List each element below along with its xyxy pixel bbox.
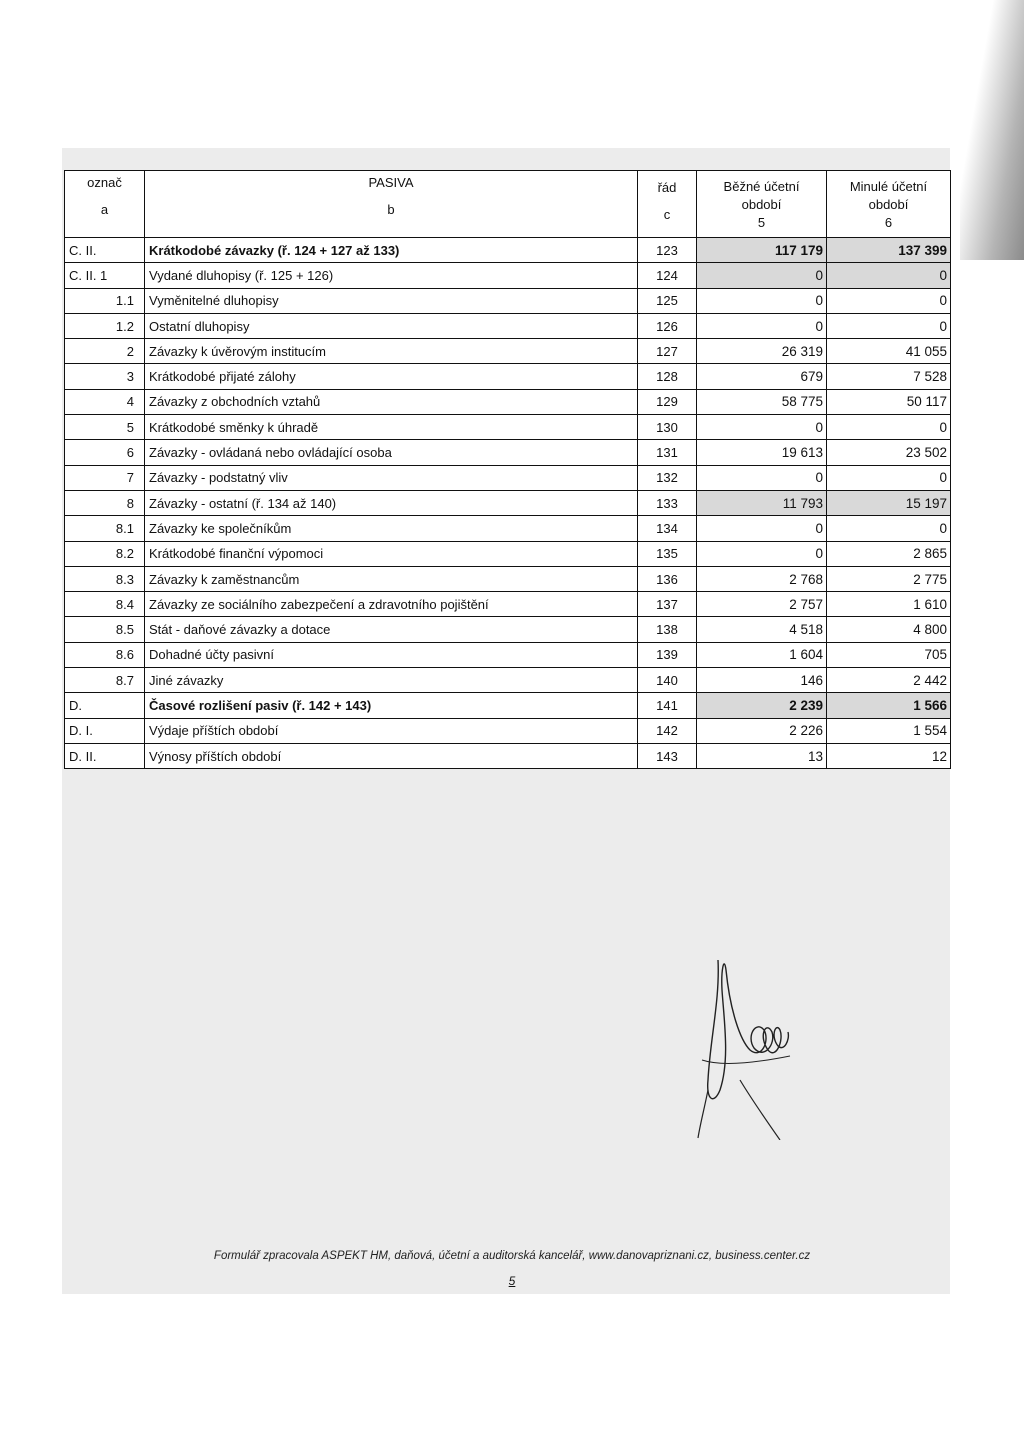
header-bezne-line1: Běžné účetní <box>723 178 800 194</box>
row-minule-value: 0 <box>827 516 951 541</box>
header-oznac <box>65 171 145 238</box>
row-minule-value: 2 775 <box>827 566 951 591</box>
row-oznac: 8.2 <box>65 541 145 566</box>
header-oznac-label: označ <box>87 175 122 190</box>
row-bezne-value: 2 226 <box>697 718 827 743</box>
row-label: Krátkodobé směnky k úhradě <box>145 415 638 440</box>
row-minule-value: 2 442 <box>827 668 951 693</box>
row-rad: 138 <box>638 617 697 642</box>
row-bezne-value: 679 <box>697 364 827 389</box>
row-minule-value: 2 865 <box>827 541 951 566</box>
row-bezne-value: 117 179 <box>697 238 827 263</box>
row-bezne-value: 13 <box>697 743 827 768</box>
row-label: Ostatní dluhopisy <box>145 313 638 338</box>
row-oznac: 1.1 <box>65 288 145 313</box>
row-rad: 130 <box>638 415 697 440</box>
header-oznac-sub: a <box>100 202 109 217</box>
row-label: Vydané dluhopisy (ř. 125 + 126) <box>145 263 638 288</box>
row-oznac: D. II. <box>65 743 145 768</box>
table-row <box>65 313 951 338</box>
row-bezne-value: 58 775 <box>697 389 827 414</box>
row-oznac: 8.6 <box>65 642 145 667</box>
header-minule-sub: 6 <box>884 214 893 230</box>
footer-note: Formulář zpracovala ASPEKT HM, daňová, účetní a auditorská kancelář, www.danovapriznani.cz, business.center.cz <box>213 1250 811 1262</box>
table-header-row <box>65 171 951 238</box>
row-minule-value: 1 566 <box>827 693 951 718</box>
row-minule-value: 0 <box>827 263 951 288</box>
row-oznac: 8.1 <box>65 516 145 541</box>
table-row <box>65 490 951 515</box>
table-row <box>65 617 951 642</box>
header-minule-line1: Minulé účetní <box>849 178 928 194</box>
row-rad: 133 <box>638 490 697 515</box>
table-row <box>65 288 951 313</box>
row-rad: 125 <box>638 288 697 313</box>
row-minule-value: 4 800 <box>827 617 951 642</box>
row-bezne-value: 0 <box>697 541 827 566</box>
table-row <box>65 668 951 693</box>
row-minule-value: 705 <box>827 642 951 667</box>
row-bezne-value: 0 <box>697 263 827 288</box>
row-rad: 142 <box>638 718 697 743</box>
table-row <box>65 364 951 389</box>
row-rad: 123 <box>638 238 697 263</box>
row-oznac: 8.5 <box>65 617 145 642</box>
row-oznac: 4 <box>65 389 145 414</box>
row-bezne-value: 19 613 <box>697 440 827 465</box>
row-rad: 127 <box>638 339 697 364</box>
row-minule-value: 1 610 <box>827 592 951 617</box>
header-pasiva-label: PASIVA <box>368 175 414 190</box>
row-label: Závazky - podstatný vliv <box>145 465 638 490</box>
header-minule <box>827 171 951 238</box>
row-oznac: 8.4 <box>65 592 145 617</box>
row-oznac: 8.7 <box>65 668 145 693</box>
row-label: Stát - daňové závazky a dotace <box>145 617 638 642</box>
row-bezne-value: 0 <box>697 288 827 313</box>
row-bezne-value: 146 <box>697 668 827 693</box>
row-label: Krátkodobé přijaté zálohy <box>145 364 638 389</box>
row-bezne-value: 4 518 <box>697 617 827 642</box>
row-rad: 124 <box>638 263 697 288</box>
table-row <box>65 238 951 263</box>
row-label: Závazky - ostatní (ř. 134 až 140) <box>145 490 638 515</box>
table-row <box>65 415 951 440</box>
scan-edge-shadow <box>960 0 1024 260</box>
table-row <box>65 339 951 364</box>
handwritten-signature <box>680 940 810 1140</box>
row-minule-value: 0 <box>827 313 951 338</box>
table-row <box>65 263 951 288</box>
row-label: Závazky k zaměstnancům <box>145 566 638 591</box>
row-minule-value: 12 <box>827 743 951 768</box>
table-row <box>65 566 951 591</box>
page-number: 5 <box>508 1274 516 1288</box>
pasiva-table <box>64 170 951 769</box>
row-minule-value: 1 554 <box>827 718 951 743</box>
row-bezne-value: 11 793 <box>697 490 827 515</box>
row-rad: 132 <box>638 465 697 490</box>
header-pasiva <box>145 171 638 238</box>
row-label: Vyměnitelné dluhopisy <box>145 288 638 313</box>
row-bezne-value: 0 <box>697 516 827 541</box>
row-rad: 135 <box>638 541 697 566</box>
row-label: Krátkodobé závazky (ř. 124 + 127 až 133) <box>145 238 638 263</box>
row-minule-value: 15 197 <box>827 490 951 515</box>
row-minule-value: 7 528 <box>827 364 951 389</box>
row-minule-value: 23 502 <box>827 440 951 465</box>
row-label: Závazky - ovládaná nebo ovládající osoba <box>145 440 638 465</box>
row-label: Závazky z obchodních vztahů <box>145 389 638 414</box>
row-label: Časové rozlišení pasiv (ř. 142 + 143) <box>145 693 638 718</box>
row-rad: 137 <box>638 592 697 617</box>
header-bezne <box>697 171 827 238</box>
row-rad: 134 <box>638 516 697 541</box>
row-bezne-value: 2 768 <box>697 566 827 591</box>
row-oznac: D. <box>65 693 145 718</box>
row-oznac: 6 <box>65 440 145 465</box>
row-label: Dohadné účty pasivní <box>145 642 638 667</box>
row-minule-value: 137 399 <box>827 238 951 263</box>
row-bezne-value: 2 757 <box>697 592 827 617</box>
row-label: Závazky k úvěrovým institucím <box>145 339 638 364</box>
row-oznac: 2 <box>65 339 145 364</box>
table-body <box>65 238 951 769</box>
row-minule-value: 41 055 <box>827 339 951 364</box>
row-bezne-value: 0 <box>697 415 827 440</box>
row-label: Závazky ke společníkům <box>145 516 638 541</box>
header-minule-line2: období <box>868 196 909 212</box>
row-label: Jiné závazky <box>145 668 638 693</box>
row-oznac: 8 <box>65 490 145 515</box>
table-row <box>65 541 951 566</box>
row-rad: 131 <box>638 440 697 465</box>
header-pasiva-sub: b <box>387 202 395 217</box>
row-rad: 141 <box>638 693 697 718</box>
table-row <box>65 440 951 465</box>
table-row <box>65 693 951 718</box>
row-minule-value: 0 <box>827 288 951 313</box>
table-row <box>65 743 951 768</box>
row-minule-value: 0 <box>827 415 951 440</box>
row-bezne-value: 0 <box>697 465 827 490</box>
row-label: Závazky ze sociálního zabezpečení a zdravotního pojištění <box>145 592 638 617</box>
header-bezne-line2: období <box>741 196 782 212</box>
row-bezne-value: 1 604 <box>697 642 827 667</box>
header-bezne-sub: 5 <box>757 214 766 230</box>
row-oznac: D. I. <box>65 718 145 743</box>
row-rad: 128 <box>638 364 697 389</box>
table-row <box>65 516 951 541</box>
table-row <box>65 465 951 490</box>
row-bezne-value: 0 <box>697 313 827 338</box>
row-label: Krátkodobé finanční výpomoci <box>145 541 638 566</box>
row-bezne-value: 26 319 <box>697 339 827 364</box>
header-rad-sub: c <box>663 207 671 222</box>
row-rad: 139 <box>638 642 697 667</box>
row-rad: 136 <box>638 566 697 591</box>
row-rad: 126 <box>638 313 697 338</box>
table-row <box>65 389 951 414</box>
row-rad: 143 <box>638 743 697 768</box>
table-row <box>65 642 951 667</box>
row-oznac: 3 <box>65 364 145 389</box>
row-bezne-value: 2 239 <box>697 693 827 718</box>
header-rad-label: řád <box>657 180 677 195</box>
header-rad <box>638 171 697 238</box>
row-rad: 129 <box>638 389 697 414</box>
table-row <box>65 718 951 743</box>
row-oznac: 8.3 <box>65 566 145 591</box>
row-oznac: 5 <box>65 415 145 440</box>
row-minule-value: 0 <box>827 465 951 490</box>
row-oznac: C. II. 1 <box>65 263 145 288</box>
row-label: Výdaje příštích období <box>145 718 638 743</box>
row-oznac: 7 <box>65 465 145 490</box>
row-label: Výnosy příštích období <box>145 743 638 768</box>
row-oznac: 1.2 <box>65 313 145 338</box>
row-minule-value: 50 117 <box>827 389 951 414</box>
row-rad: 140 <box>638 668 697 693</box>
table-row <box>65 592 951 617</box>
row-oznac: C. II. <box>65 238 145 263</box>
